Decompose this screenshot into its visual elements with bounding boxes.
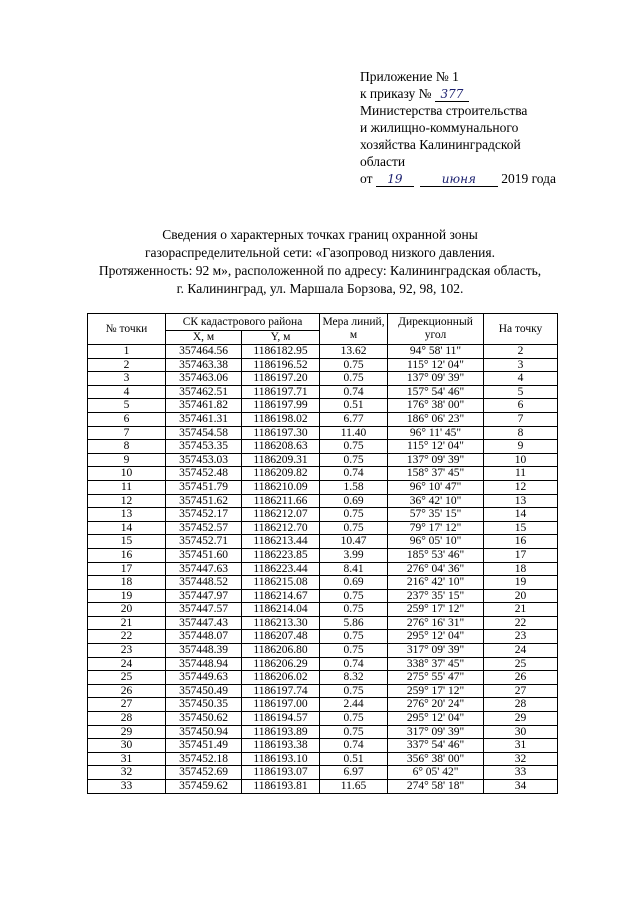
length-cell: 0.74 [320, 467, 388, 481]
header-angle: Дирекционный угол [388, 314, 484, 345]
x-cell: 357452.69 [166, 766, 242, 780]
y-cell: 1186223.85 [242, 548, 320, 562]
length-cell: 11.65 [320, 780, 388, 794]
date-suffix: 2019 года [501, 171, 557, 186]
point-cell: 29 [88, 725, 166, 739]
x-cell: 357452.71 [166, 535, 242, 549]
table-row [88, 548, 558, 562]
y-cell: 1186194.57 [242, 712, 320, 726]
header-sk: СК кадастрового района [166, 314, 320, 331]
y-cell: 1186197.99 [242, 399, 320, 413]
to-point-cell: 33 [484, 766, 558, 780]
ministry-line-4: области [360, 154, 406, 169]
ministry-line-1: Министерства строительства [360, 103, 528, 118]
angle-cell: 356° 38' 00" [388, 752, 484, 766]
length-cell: 6.97 [320, 766, 388, 780]
angle-cell: 275° 55' 47" [388, 671, 484, 685]
x-cell: 357451.49 [166, 739, 242, 753]
table-row [88, 630, 558, 644]
table-row [88, 480, 558, 494]
to-point-cell: 29 [484, 712, 558, 726]
x-cell: 357451.79 [166, 480, 242, 494]
angle-cell: 259° 17' 12" [388, 684, 484, 698]
coordinates-table [87, 313, 558, 794]
y-cell: 1186214.67 [242, 589, 320, 603]
length-cell: 0.51 [320, 399, 388, 413]
point-cell: 3 [88, 372, 166, 386]
y-cell: 1186212.07 [242, 508, 320, 522]
angle-cell: 295° 12' 04" [388, 712, 484, 726]
point-cell: 25 [88, 671, 166, 685]
angle-cell: 57° 35' 15" [388, 508, 484, 522]
point-cell: 9 [88, 453, 166, 467]
length-cell: 0.75 [320, 725, 388, 739]
point-cell: 16 [88, 548, 166, 562]
to-point-cell: 16 [484, 535, 558, 549]
y-cell: 1186214.04 [242, 603, 320, 617]
to-point-cell: 2 [484, 345, 558, 359]
table-row [88, 508, 558, 522]
point-cell: 8 [88, 440, 166, 454]
table-row [88, 780, 558, 794]
date-month-handwritten: июня [420, 172, 498, 187]
table-row [88, 725, 558, 739]
x-cell: 357452.17 [166, 508, 242, 522]
to-point-cell: 34 [484, 780, 558, 794]
point-cell: 7 [88, 426, 166, 440]
x-cell: 357447.97 [166, 589, 242, 603]
y-cell: 1186193.81 [242, 780, 320, 794]
y-cell: 1186211.66 [242, 494, 320, 508]
header-to-point: На точку [484, 314, 558, 345]
length-cell: 8.41 [320, 562, 388, 576]
angle-cell: 337° 54' 46" [388, 739, 484, 753]
header-point: № точки [88, 314, 166, 345]
table-body [88, 345, 558, 794]
to-point-cell: 10 [484, 453, 558, 467]
title-line-2: газораспределительной сети: «Газопровод низкого давления. [144, 245, 495, 260]
appendix-block [360, 68, 600, 187]
length-cell: 0.69 [320, 494, 388, 508]
point-cell: 23 [88, 644, 166, 658]
y-cell: 1186206.02 [242, 671, 320, 685]
x-cell: 357461.31 [166, 412, 242, 426]
x-cell: 357448.94 [166, 657, 242, 671]
to-point-cell: 21 [484, 603, 558, 617]
to-point-cell: 13 [484, 494, 558, 508]
header-length: Мера линий, м [320, 314, 388, 345]
table-row [88, 467, 558, 481]
y-cell: 1186197.30 [242, 426, 320, 440]
angle-cell: 276° 04' 36" [388, 562, 484, 576]
length-cell: 0.51 [320, 752, 388, 766]
table-row [88, 644, 558, 658]
y-cell: 1186206.80 [242, 644, 320, 658]
length-cell: 13.62 [320, 345, 388, 359]
table-row [88, 698, 558, 712]
point-cell: 27 [88, 698, 166, 712]
to-point-cell: 19 [484, 576, 558, 590]
x-cell: 357451.62 [166, 494, 242, 508]
angle-cell: 6° 05' 42" [388, 766, 484, 780]
to-point-cell: 11 [484, 467, 558, 481]
to-point-cell: 8 [484, 426, 558, 440]
x-cell: 357462.51 [166, 385, 242, 399]
table-row [88, 521, 558, 535]
x-cell: 357452.18 [166, 752, 242, 766]
table-row [88, 358, 558, 372]
to-point-cell: 32 [484, 752, 558, 766]
length-cell: 0.75 [320, 630, 388, 644]
length-cell: 0.69 [320, 576, 388, 590]
angle-cell: 137° 09' 39" [388, 453, 484, 467]
to-point-cell: 3 [484, 358, 558, 372]
length-cell: 0.75 [320, 358, 388, 372]
y-cell: 1186223.44 [242, 562, 320, 576]
y-cell: 1186193.38 [242, 739, 320, 753]
point-cell: 5 [88, 399, 166, 413]
point-cell: 2 [88, 358, 166, 372]
length-cell: 1.58 [320, 480, 388, 494]
to-point-cell: 22 [484, 616, 558, 630]
x-cell: 357448.39 [166, 644, 242, 658]
point-cell: 15 [88, 535, 166, 549]
table-row [88, 345, 558, 359]
angle-cell: 317° 09' 39" [388, 644, 484, 658]
date-day-handwritten: 19 [376, 172, 414, 187]
x-cell: 357447.57 [166, 603, 242, 617]
y-cell: 1186193.10 [242, 752, 320, 766]
angle-cell: 185° 53' 46" [388, 548, 484, 562]
length-cell: 2.44 [320, 698, 388, 712]
table-row [88, 752, 558, 766]
header-x: X, м [166, 331, 242, 345]
to-point-cell: 28 [484, 698, 558, 712]
angle-cell: 274° 58' 18" [388, 780, 484, 794]
to-point-cell: 9 [484, 440, 558, 454]
point-cell: 28 [88, 712, 166, 726]
length-cell: 0.75 [320, 508, 388, 522]
angle-cell: 338° 37' 45" [388, 657, 484, 671]
table-row [88, 426, 558, 440]
x-cell: 357447.63 [166, 562, 242, 576]
length-cell: 0.75 [320, 603, 388, 617]
table-row [88, 616, 558, 630]
x-cell: 357453.35 [166, 440, 242, 454]
table-row [88, 412, 558, 426]
to-point-cell: 25 [484, 657, 558, 671]
angle-cell: 79° 17' 12" [388, 521, 484, 535]
to-point-cell: 23 [484, 630, 558, 644]
length-cell: 0.74 [320, 657, 388, 671]
to-point-cell: 12 [484, 480, 558, 494]
length-cell: 0.74 [320, 739, 388, 753]
y-cell: 1186206.29 [242, 657, 320, 671]
x-cell: 357452.57 [166, 521, 242, 535]
appendix-title: Приложение № 1 [360, 69, 459, 84]
length-cell: 0.75 [320, 521, 388, 535]
x-cell: 357448.07 [166, 630, 242, 644]
point-cell: 21 [88, 616, 166, 630]
y-cell: 1186197.74 [242, 684, 320, 698]
angle-cell: 115° 12' 04" [388, 358, 484, 372]
to-point-cell: 27 [484, 684, 558, 698]
x-cell: 357459.62 [166, 780, 242, 794]
to-point-cell: 7 [484, 412, 558, 426]
y-cell: 1186209.82 [242, 467, 320, 481]
length-cell: 0.75 [320, 453, 388, 467]
angle-cell: 276° 16' 31" [388, 616, 484, 630]
point-cell: 12 [88, 494, 166, 508]
table-row [88, 372, 558, 386]
to-point-cell: 4 [484, 372, 558, 386]
point-cell: 4 [88, 385, 166, 399]
angle-cell: 137° 09' 39" [388, 372, 484, 386]
length-cell: 0.75 [320, 440, 388, 454]
order-prefix: к приказу № [360, 86, 432, 101]
x-cell: 357464.56 [166, 345, 242, 359]
y-cell: 1186210.09 [242, 480, 320, 494]
table-row [88, 535, 558, 549]
angle-cell: 94° 58' 11" [388, 345, 484, 359]
table-row [88, 766, 558, 780]
y-cell: 1186213.44 [242, 535, 320, 549]
x-cell: 357450.35 [166, 698, 242, 712]
point-cell: 19 [88, 589, 166, 603]
date-prefix: от [360, 171, 373, 186]
point-cell: 22 [88, 630, 166, 644]
table-row [88, 684, 558, 698]
length-cell: 8.32 [320, 671, 388, 685]
point-cell: 24 [88, 657, 166, 671]
y-cell: 1186198.02 [242, 412, 320, 426]
length-cell: 5.86 [320, 616, 388, 630]
to-point-cell: 14 [484, 508, 558, 522]
angle-cell: 158° 37' 45" [388, 467, 484, 481]
angle-cell: 295° 12' 04" [388, 630, 484, 644]
y-cell: 1186197.20 [242, 372, 320, 386]
table-row [88, 453, 558, 467]
table-row [88, 399, 558, 413]
length-cell: 0.75 [320, 712, 388, 726]
point-cell: 18 [88, 576, 166, 590]
point-cell: 17 [88, 562, 166, 576]
to-point-cell: 26 [484, 671, 558, 685]
y-cell: 1186208.63 [242, 440, 320, 454]
point-cell: 31 [88, 752, 166, 766]
table-row [88, 603, 558, 617]
x-cell: 357450.94 [166, 725, 242, 739]
order-line [360, 85, 600, 102]
angle-cell: 216° 42' 10" [388, 576, 484, 590]
length-cell: 3.99 [320, 548, 388, 562]
x-cell: 357448.52 [166, 576, 242, 590]
header-y: Y, м [242, 331, 320, 345]
x-cell: 357463.38 [166, 358, 242, 372]
to-point-cell: 6 [484, 399, 558, 413]
angle-cell: 237° 35' 15" [388, 589, 484, 603]
angle-cell: 36° 42' 10" [388, 494, 484, 508]
point-cell: 6 [88, 412, 166, 426]
point-cell: 14 [88, 521, 166, 535]
point-cell: 26 [88, 684, 166, 698]
table-row [88, 562, 558, 576]
table-row [88, 671, 558, 685]
table-row [88, 494, 558, 508]
x-cell: 357461.82 [166, 399, 242, 413]
angle-cell: 176° 38' 00" [388, 399, 484, 413]
to-point-cell: 30 [484, 725, 558, 739]
table-row [88, 712, 558, 726]
to-point-cell: 17 [484, 548, 558, 562]
title-line-1: Сведения о характерных точках границ охранной зоны [162, 227, 478, 242]
angle-cell: 115° 12' 04" [388, 440, 484, 454]
length-cell: 0.75 [320, 684, 388, 698]
x-cell: 357447.43 [166, 616, 242, 630]
length-cell: 0.75 [320, 372, 388, 386]
angle-cell: 317° 09' 39" [388, 725, 484, 739]
angle-cell: 186° 06' 23" [388, 412, 484, 426]
x-cell: 357450.49 [166, 684, 242, 698]
point-cell: 33 [88, 780, 166, 794]
point-cell: 10 [88, 467, 166, 481]
to-point-cell: 5 [484, 385, 558, 399]
length-cell: 10.47 [320, 535, 388, 549]
angle-cell: 259° 17' 12" [388, 603, 484, 617]
x-cell: 357452.48 [166, 467, 242, 481]
point-cell: 1 [88, 345, 166, 359]
point-cell: 11 [88, 480, 166, 494]
x-cell: 357454.58 [166, 426, 242, 440]
length-cell: 11.40 [320, 426, 388, 440]
point-cell: 30 [88, 739, 166, 753]
table-row [88, 589, 558, 603]
x-cell: 357451.60 [166, 548, 242, 562]
to-point-cell: 24 [484, 644, 558, 658]
table-row [88, 440, 558, 454]
angle-cell: 96° 11' 45" [388, 426, 484, 440]
table-row [88, 657, 558, 671]
to-point-cell: 20 [484, 589, 558, 603]
x-cell: 357453.03 [166, 453, 242, 467]
date-line [360, 170, 600, 187]
y-cell: 1186196.52 [242, 358, 320, 372]
to-point-cell: 31 [484, 739, 558, 753]
title-line-3: Протяженность: 92 м», расположенной по адресу: Калининградская область, [98, 263, 542, 278]
angle-cell: 157° 54' 46" [388, 385, 484, 399]
angle-cell: 276° 20' 24" [388, 698, 484, 712]
y-cell: 1186207.48 [242, 630, 320, 644]
y-cell: 1186213.30 [242, 616, 320, 630]
to-point-cell: 15 [484, 521, 558, 535]
y-cell: 1186193.89 [242, 725, 320, 739]
to-point-cell: 18 [484, 562, 558, 576]
document-title [60, 226, 580, 298]
order-number-handwritten: 377 [435, 87, 469, 102]
angle-cell: 96° 10' 47" [388, 480, 484, 494]
y-cell: 1186215.08 [242, 576, 320, 590]
angle-cell: 96° 05' 10" [388, 535, 484, 549]
point-cell: 20 [88, 603, 166, 617]
y-cell: 1186197.71 [242, 385, 320, 399]
y-cell: 1186193.07 [242, 766, 320, 780]
length-cell: 0.75 [320, 589, 388, 603]
length-cell: 0.74 [320, 385, 388, 399]
table-row [88, 385, 558, 399]
y-cell: 1186209.31 [242, 453, 320, 467]
ministry-line-3: хозяйства Калининградской [360, 137, 521, 152]
table-row [88, 739, 558, 753]
y-cell: 1186182.95 [242, 345, 320, 359]
title-line-4: г. Калининград, ул. Маршала Борзова, 92, 98, 102. [176, 281, 464, 296]
ministry-line-2: и жилищно-коммунального [360, 120, 519, 135]
x-cell: 357463.06 [166, 372, 242, 386]
x-cell: 357450.62 [166, 712, 242, 726]
y-cell: 1186212.70 [242, 521, 320, 535]
y-cell: 1186197.00 [242, 698, 320, 712]
point-cell: 32 [88, 766, 166, 780]
x-cell: 357449.63 [166, 671, 242, 685]
point-cell: 13 [88, 508, 166, 522]
length-cell: 0.75 [320, 644, 388, 658]
length-cell: 6.77 [320, 412, 388, 426]
table-row [88, 576, 558, 590]
